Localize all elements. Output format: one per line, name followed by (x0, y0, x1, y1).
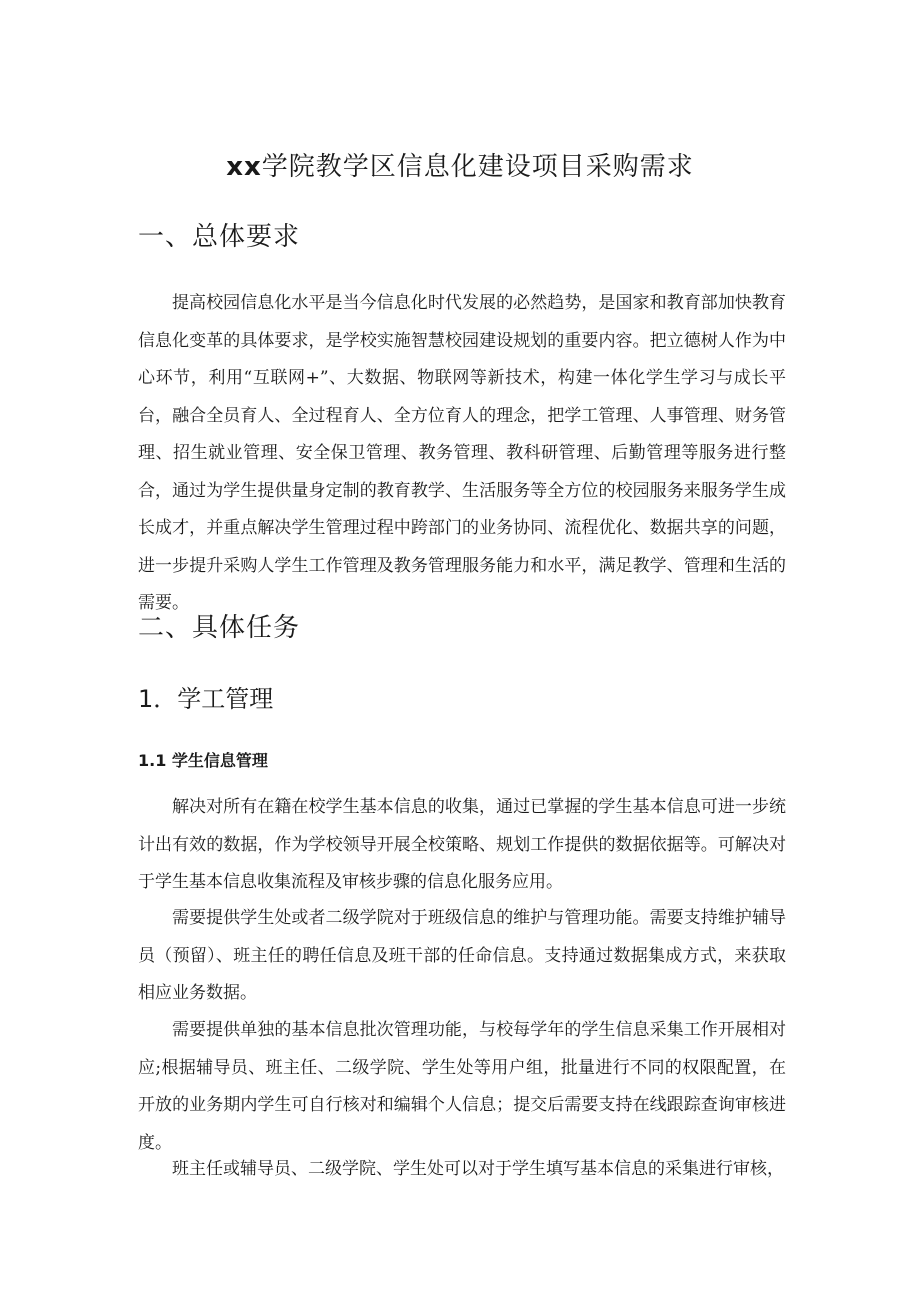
student-info-paragraph-4: 班主任或辅导员、二级学院、学生处可以对于学生填写基本信息的采集进行审核， (172, 1159, 784, 1179)
section-general-requirements-paragraph: 提高校园信息化水平是当今信息化时代发展的必然趋势，是国家和教育部加快教育信息化变革的具体要求，是学校实施智慧校园建设规划的重要内容。把立德树人作为中心环节，利用“互联网+”、大数据、物联网等新技术，构建一体化学生学习与成长平台，融合全员育人、全过程育人、全方位育人的理念，把学工管理、人事管理、财务管理、招生就业管理、安全保卫管理、教务管理、教科研管理、后勤管理等服务进行整合，通过为学生提供量身定制的教育教学、生活服务等全方位的校园服务来服务学生成长成才，并重点解决学生管理过程中跨部门的业务协同、流程优化、数据共享的问题，进一步提升采购人学生工作管理及教务管理服务能力和水平，满足教学、管理和生活的需要。 (138, 293, 786, 613)
subsubsection-heading-student-info: 1.1 学生信息管理 (138, 751, 268, 770)
student-info-paragraph-3: 需要提供单独的基本信息批次管理功能，与校每学年的学生信息采集工作开展相对应;根据辅导员、班主任、二级学院、学生处等用户组，批量进行不同的权限配置，在开放的业务期内学生可自行核对和编辑个人信息；提交后需要支持在线跟踪查询审核进度。 (138, 1020, 786, 1153)
student-info-paragraph-1: 解决对所有在籍在校学生基本信息的收集，通过已掌握的学生基本信息可进一步统计出有效的数据，作为学校领导开展全校策略、规划工作提供的数据依据等。可解决对于学生基本信息收集流程及审核步骤的信息化服务应用。 (138, 797, 786, 892)
document-title-text: 学院教学区信息化建设项目采购需求 (261, 152, 694, 182)
section-heading-general-requirements: 一、总体要求 (138, 222, 301, 252)
document-title-prefix: xx (226, 152, 262, 182)
section-heading-specific-tasks: 二、具体任务 (138, 613, 301, 643)
subsection-heading-student-affairs: 1．学工管理 (138, 685, 274, 713)
document-title (0, 146, 920, 183)
student-info-paragraph-2: 需要提供学生处或者二级学院对于班级信息的维护与管理功能。需要支持维护辅导员（预留）、班主任的聘任信息及班干部的任命信息。支持通过数据集成方式，来获取相应业务数据。 (138, 908, 786, 1003)
